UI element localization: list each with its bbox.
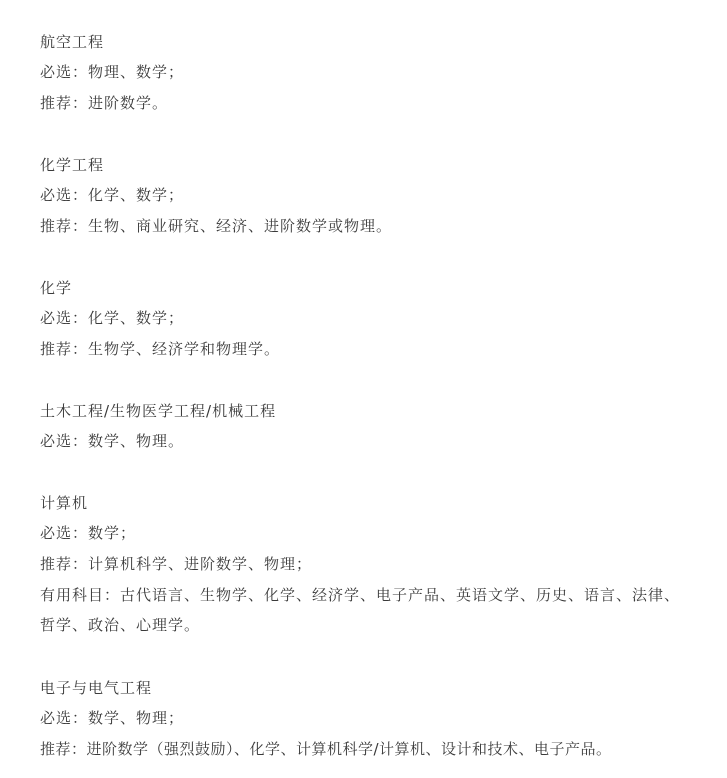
recommended-subjects: 推荐：计算机科学、进阶数学、物理； — [40, 555, 313, 573]
section-title-computer-science: 计算机 — [40, 494, 89, 512]
recommended-subjects: 推荐：生物、商业研究、经济、进阶数学或物理。 — [40, 217, 393, 235]
section-title-civil-biomedical-mechanical-engineering: 土木工程/生物医学工程/机械工程 — [40, 402, 277, 420]
section-title-chemistry: 化学 — [40, 279, 73, 297]
recommended-subjects: 推荐：进阶数学（强烈鼓励）、化学、计算机科学/计算机、设计和技术、电子产品。 — [40, 740, 612, 758]
section-title-electronic-electrical-engineering: 电子与电气工程 — [40, 679, 153, 697]
required-subjects: 必选：化学、数学； — [40, 309, 185, 327]
recommended-subjects: 推荐：进阶数学。 — [40, 94, 169, 112]
required-subjects: 必选：物理、数学； — [40, 63, 185, 81]
section-title-chemical-engineering: 化学工程 — [40, 156, 105, 174]
recommended-subjects: 推荐：生物学、经济学和物理学。 — [40, 340, 281, 358]
required-subjects: 必选：数学； — [40, 524, 137, 542]
required-subjects: 必选：化学、数学； — [40, 186, 185, 204]
required-subjects: 必选：数学、物理。 — [40, 432, 185, 450]
required-subjects: 必选：数学、物理； — [40, 709, 185, 727]
section-title-aeronautical-engineering: 航空工程 — [40, 33, 105, 51]
useful-subjects: 有用科目：古代语言、生物学、化学、经济学、电子产品、英语文学、历史、语言、法律、哲学、政治、心理学。 — [40, 586, 681, 634]
